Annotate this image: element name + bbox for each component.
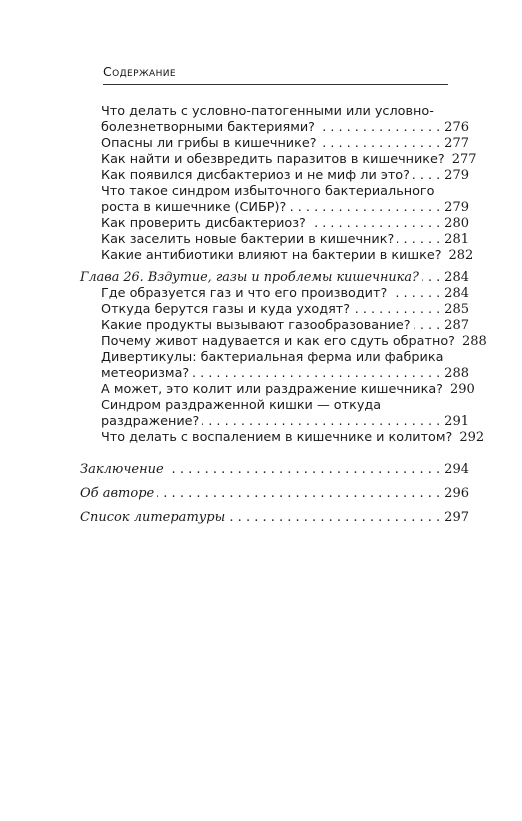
toc-page-number: 291 [444, 414, 469, 429]
toc-page-number: 288 [461, 334, 487, 349]
toc-entry-title: роста в кишечнике (СИБР)? [101, 200, 287, 215]
toc-entry-title: раздражение? [101, 414, 200, 429]
toc-entry-title: А может, это колит или раздражение кишечника? [101, 382, 443, 397]
dot-leader [202, 414, 440, 430]
toc-page-number: 281 [444, 232, 469, 247]
toc-subentry [101, 232, 469, 248]
toc-entry-title: Откуда берутся газы и куда уходят? [101, 302, 351, 317]
toc-subentry [101, 120, 469, 136]
toc-subentry [101, 168, 469, 184]
toc-chapter-entry [80, 270, 469, 286]
toc-page-number: 290 [449, 382, 475, 397]
toc-entry-title: Дивертикулы: бактериальная ферма или фабрика [101, 350, 444, 365]
toc-page-number: 284 [444, 270, 469, 285]
toc-entry-title: Опасны ли грибы в кишечнике? [101, 136, 317, 151]
toc-subentry [101, 302, 469, 318]
toc-entry-title: Что делать с условно-патогенными или условно- [101, 104, 434, 119]
toc-entry-title: Что делать с воспалением в кишечнике и колитом? [101, 430, 453, 445]
toc-entry-title: Как заселить новые бактерии в кишечник? [101, 232, 395, 247]
toc-page-number: 284 [444, 286, 469, 301]
toc-entry-title: Как появился дисбактериоз и не миф ли это? [101, 168, 410, 183]
toc-entry-title: Как проверить дисбактериоз? [101, 216, 306, 231]
toc-page-number: 285 [444, 302, 469, 317]
toc-backmatter-entry [80, 486, 469, 502]
toc-entry-title: Заключение [80, 462, 164, 477]
toc-entry-title: болезнетворными бактериями? [101, 120, 315, 135]
toc-entry-title: Где образуется газ и что его производит? [101, 286, 388, 301]
toc-entry-title: Список литературы [80, 510, 226, 525]
toc-page-number: 296 [444, 486, 469, 501]
toc-page-number: 279 [444, 168, 469, 183]
toc-subentry [101, 318, 469, 334]
toc-entry-title: Почему живот надувается и как его сдуть обратно? [101, 334, 455, 349]
toc-page-number: 277 [444, 136, 469, 151]
toc-subentry [101, 430, 485, 446]
toc-page-number: 279 [444, 200, 469, 215]
dot-leader [309, 216, 440, 232]
dot-leader [157, 486, 440, 502]
toc-entry-title: Какие продукты вызывают газообразование? [101, 318, 411, 333]
running-header: Содержание [103, 64, 176, 79]
toc-entry-title: Синдром раздраженной кишки — откуда [101, 398, 382, 413]
toc-backmatter-entry [80, 462, 469, 478]
toc-page-number: 297 [444, 510, 469, 525]
toc-subentry [101, 286, 469, 302]
dot-leader [318, 120, 440, 136]
dot-leader [228, 510, 440, 526]
toc-backmatter-entry [80, 510, 469, 526]
toc-page-number: 276 [444, 120, 469, 135]
dot-leader [192, 366, 440, 382]
toc-subentry [101, 152, 477, 168]
toc-subentry [101, 184, 469, 200]
toc-page-number: 292 [459, 430, 485, 445]
toc-subentry [101, 334, 487, 350]
toc-subentry [101, 350, 469, 366]
dot-leader [320, 136, 441, 152]
toc-entry-title: Об авторе [80, 486, 155, 501]
toc-page-number: 277 [451, 152, 477, 167]
toc-subentry [101, 104, 469, 120]
dot-leader [289, 200, 440, 216]
toc-subentry [101, 136, 469, 152]
toc-page-number: 287 [444, 318, 469, 333]
dot-leader [422, 270, 440, 286]
toc-entry-title: Что такое синдром избыточного бактериального [101, 184, 435, 199]
dot-leader [390, 286, 440, 302]
toc-subentry [101, 216, 469, 232]
toc-entry-title: Глава 26. Вздутие, газы и проблемы кишечника? [80, 270, 419, 285]
toc-page-number: 282 [448, 248, 474, 263]
toc-entry-title: Как найти и обезвредить паразитов в кишечнике? [101, 152, 445, 167]
toc-entry-title: метеоризма? [101, 366, 190, 381]
toc-entry-title: Какие антибиотики влияют на бактерии в кишке? [101, 248, 442, 263]
dot-leader [414, 318, 441, 334]
toc-subentry [101, 398, 469, 414]
dot-leader [167, 462, 440, 478]
toc-subentry [101, 248, 474, 264]
toc-subentry [101, 382, 475, 398]
dot-leader [353, 302, 440, 318]
dot-leader [397, 232, 440, 248]
toc-page-number: 294 [444, 462, 469, 477]
toc-subentry [101, 200, 469, 216]
dot-leader [413, 168, 440, 184]
toc-subentry [101, 366, 469, 382]
header-rule [103, 84, 448, 85]
toc-subentry [101, 414, 469, 430]
toc-page-number: 288 [444, 366, 469, 381]
toc-page-number: 280 [444, 216, 469, 231]
